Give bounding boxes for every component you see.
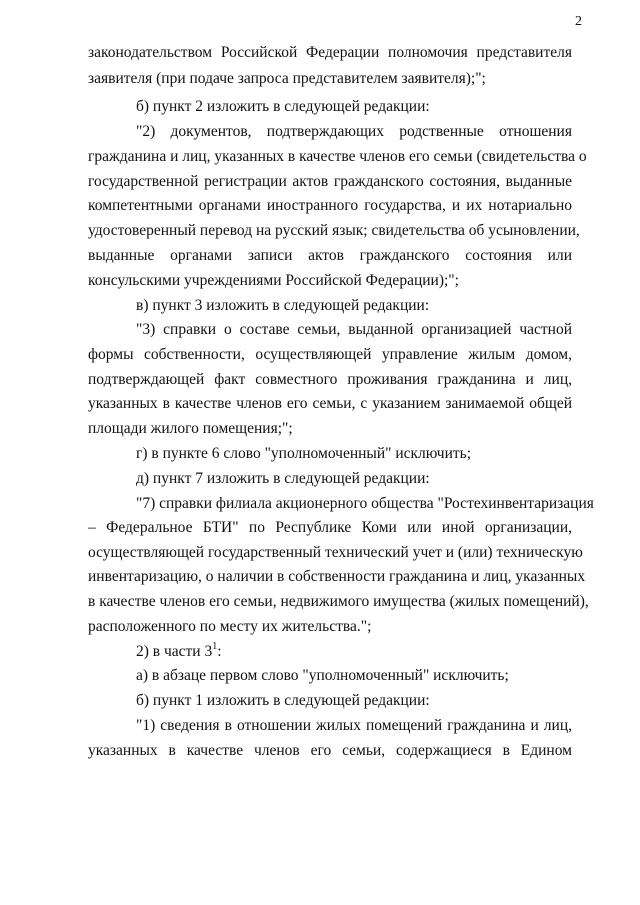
paragraph-line: удостоверенный перевод на русский язык; свидетельства об усыновлении, [88,222,580,239]
superscript-number: 1 [212,641,218,652]
paragraph-line: в) пункт 3 изложить в следующей редакции: [136,297,430,314]
paragraph-line: формы собственности, осуществляющей управление жилым домом, [88,346,572,363]
paragraph-text: 2) в части 3 [136,643,213,660]
paragraph-line: площади жилого помещения;"; [88,420,293,437]
paragraph-line: компетентными органами иностранного государства, и их нотариально [88,197,572,214]
paragraph-line: "2) документов, подтверждающих родственные отношения [136,123,572,140]
colon-text: : [217,643,222,660]
paragraph-line: гражданина и лиц, указанных в качестве членов его семьи (свидетельства о [88,148,587,165]
paragraph-line: "1) сведения в отношении жилых помещений гражданина и лиц, [136,717,572,734]
paragraph-line: заявителя (при подаче запроса представителем заявителя);"; [88,70,486,87]
paragraph-line: инвентаризацию, о наличии в собственности гражданина и лиц, указанных [88,568,586,585]
paragraph-line: расположенного по месту их жительства."; [88,618,372,635]
paragraph-line: государственной регистрации актов гражданского состояния, выданные [88,173,572,190]
paragraph-line: "7) справки филиала акционерного общества "Ростехинвентаризация [136,495,594,512]
paragraph-line: указанных в качестве членов его семьи, с указанием занимаемой общей [88,395,572,412]
paragraph-line: осуществляющей государственный технический учет и (или) техническую [88,544,583,561]
paragraph-line: д) пункт 7 изложить в следующей редакции: [136,470,430,487]
paragraph-line: б) пункт 1 изложить в следующей редакции: [136,692,430,709]
paragraph-line: подтверждающей факт совместного проживания гражданина и лиц, [88,371,572,388]
paragraph-line: консульскими учреждениями Российской Федерации);"; [88,272,459,289]
paragraph-line: – Федеральное БТИ" по Республике Коми или иной организации, [88,519,572,536]
paragraph-line: указанных в качестве членов его семьи, содержащиеся в Едином [88,742,572,759]
paragraph-line: г) в пункте 6 слово "уполномоченный" исключить; [136,445,472,462]
page-number: 2 [575,14,582,29]
paragraph-line: выданные органами записи актов гражданского состояния или [88,247,572,264]
paragraph-line: в качестве членов его семьи, недвижимого имущества (жилых помещений), [88,593,589,610]
paragraph-line: б) пункт 2 изложить в следующей редакции: [136,98,430,115]
paragraph-line-with-superscript [136,642,572,662]
paragraph-line: а) в абзаце первом слово "уполномоченный" исключить; [136,667,509,684]
paragraph-line: законодательством Российской Федерации полномочия представителя [88,44,572,61]
paragraph-line: "3) справки о составе семьи, выданной организацией частной [136,321,572,338]
